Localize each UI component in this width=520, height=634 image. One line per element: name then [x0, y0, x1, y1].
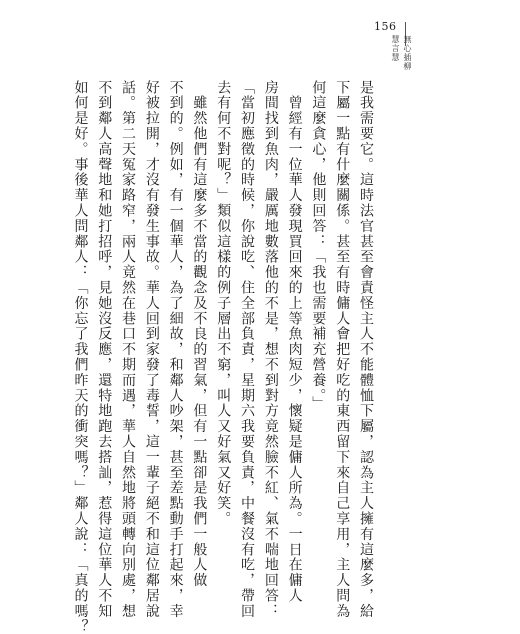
running-head-title: 無心插柳: [403, 35, 412, 71]
text-line: 是我需要它。這時法官甚至會責怪主人不能體恤下屬，認為主人擁有這麼多，給: [358, 80, 374, 619]
text-line: 「當初應徵的時候，你說吃、住全部負責，星期六我要負責，中餐沒有吃，帶回: [239, 80, 256, 619]
body-text: [72, 80, 377, 634]
text-line: 何這麼貪心，他則回答：「我也需要補充營養。」: [310, 80, 327, 412]
running-head: [390, 35, 412, 71]
text-line: 好被拉開，才沒有發生事故。華人回到家發了毒誓，這一輩子絕不和這位鄰居說: [143, 80, 160, 619]
text-line: 去有何不對呢？」類似這樣的例子層出不窮，叫人又好氣又好笑。: [215, 80, 232, 527]
text-line: 雖然他們有這麼多不當的觀念及不良的習氣，但有一點卻是我們一般人做: [191, 80, 208, 589]
text-line: 下屬一點有什麼關係。甚至有時傭人會把好吃的東西留下來自己享用，主人問為: [334, 80, 351, 619]
text-line: 房間找到魚肉，嚴厲地數落他的不是，想不到對方竟然臉不紅、氣不喘地回答：: [262, 80, 279, 619]
text-line: 話。第二天冤家路窄，兩人竟然在巷口不期而遇，華人自然地將頭轉向別處，想: [120, 80, 137, 619]
text-line: 曾經有一位華人發現買回來的上等魚肉短少，懷疑是傭人所為。一日在傭人: [286, 80, 303, 604]
text-line: 不到的。例如，有一個華人，為了細故，和鄰人吵架，甚至差點動手打起來，幸: [167, 80, 184, 619]
page-number: 156: [374, 20, 397, 33]
text-line: 不到鄰人高聲地和她打招呼，見她沒反應，還特地跑去搭訕，惹得這位華人不知: [96, 80, 113, 619]
text-line: 如何是好。事後華人問鄰人：「你忘了我們昨天的衝突嗎？」鄰人說：「真的嗎？: [72, 80, 89, 634]
running-head-subtitle: 慧言慧: [391, 35, 400, 62]
